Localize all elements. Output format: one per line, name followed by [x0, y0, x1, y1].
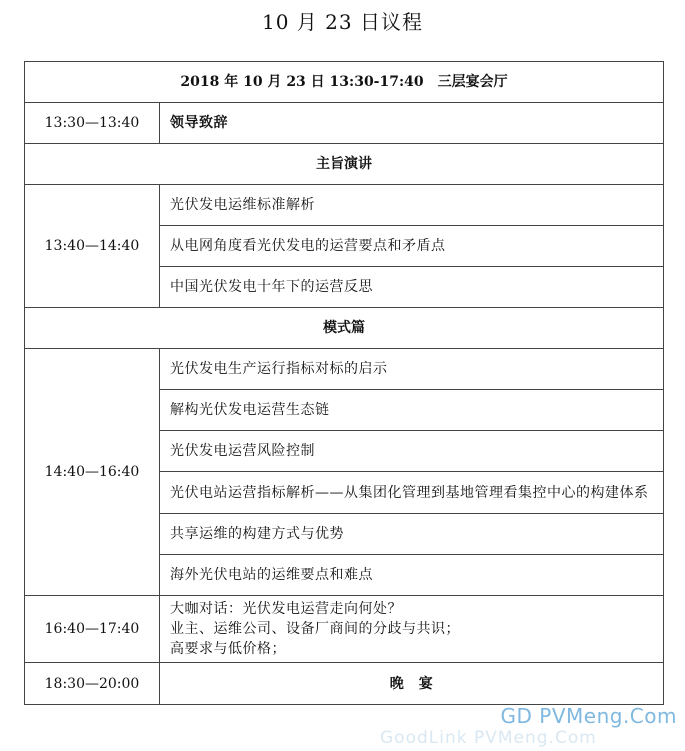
topic-cell: 中国光伏发电十年下的运营反思 [160, 267, 664, 308]
table-row [25, 185, 664, 226]
watermark: GD PVMeng.Com [500, 704, 677, 728]
table-row [25, 663, 664, 705]
topic-cell: 光伏发电运营风险控制 [160, 431, 664, 472]
topic-cell: 晚 宴 [160, 663, 664, 705]
time-cell: 13:30—13:40 [25, 103, 160, 144]
section-title-keynote: 主旨演讲 [25, 144, 664, 185]
topic-cell: 领导致辞 [160, 103, 664, 144]
topic-cell: 解构光伏发电运营生态链 [160, 390, 664, 431]
time-cell: 16:40—17:40 [25, 596, 160, 663]
topic-cell: 光伏发电运维标准解析 [160, 185, 664, 226]
section-title-model: 模式篇 [25, 308, 664, 349]
time-cell: 18:30—20:00 [25, 663, 160, 705]
table-row [25, 103, 664, 144]
table-row [25, 596, 664, 663]
topic-cell: 从电网角度看光伏发电的运营要点和矛盾点 [160, 226, 664, 267]
topic-cell: 光伏发电生产运行指标对标的启示 [160, 349, 664, 390]
date-venue-header: 2018 年 10 月 23 日 13:30-17:40 三层宴会厅 [25, 62, 664, 103]
table-row [25, 349, 664, 390]
section-row [25, 308, 664, 349]
page-title: 10 月 23 日议程 [262, 10, 423, 34]
time-cell: 14:40—16:40 [25, 349, 160, 596]
section-row [25, 144, 664, 185]
agenda-table [24, 61, 664, 705]
topic-cell: 共享运维的构建方式与优势 [160, 514, 664, 555]
topic-cell: 海外光伏电站的运维要点和难点 [160, 555, 664, 596]
dialogue-line: 大咖对话：光伏发电运营走向何处？ [170, 601, 402, 617]
dialogue-line: 业主、运维公司、设备厂商间的分歧与共识； [170, 621, 460, 637]
topic-cell: 光伏电站运营指标解析——从集团化管理到基地管理看集控中心的构建体系 [160, 472, 664, 514]
dialogue-line: 高要求与低价格； [170, 641, 286, 657]
watermark-sub: GoodLink PVMeng.Com [380, 728, 597, 748]
time-cell: 13:40—14:40 [25, 185, 160, 308]
table-header-row [25, 62, 664, 103]
dialogue-cell [160, 596, 664, 663]
